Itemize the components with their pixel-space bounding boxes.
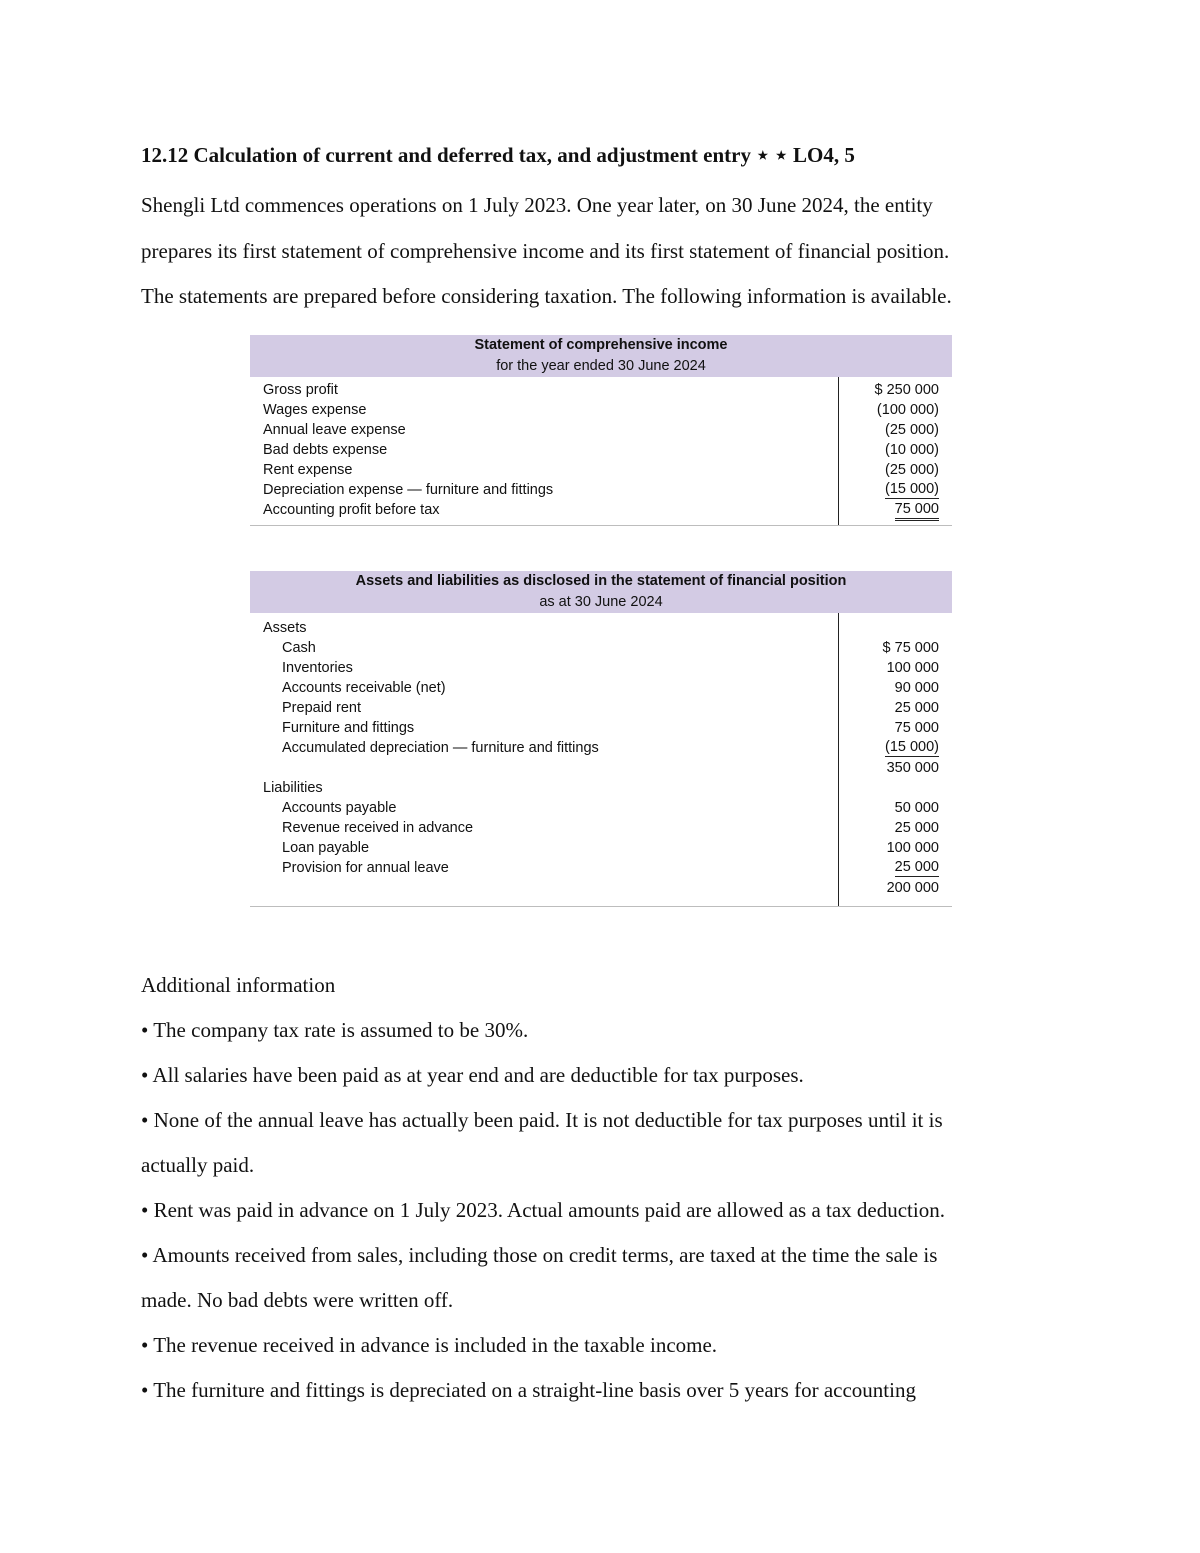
intro-line: prepares its first statement of comprehensive income and its first statement of financial position. <box>141 238 950 263</box>
income-statement-table <box>250 335 952 526</box>
income-statement-header <box>250 335 952 377</box>
intro-paragraph <box>141 183 1061 320</box>
additional-line: made. No bad debts were written off. <box>141 1288 454 1312</box>
table-row <box>250 838 952 858</box>
row-label: Accumulated depreciation — furniture and fittings <box>282 740 599 756</box>
table-row <box>250 858 952 878</box>
row-label: Wages expense <box>263 402 367 418</box>
row-label: Rent expense <box>263 462 353 478</box>
table-row <box>250 460 952 480</box>
table-row-total <box>250 758 952 778</box>
row-value: 50 000 <box>894 800 939 816</box>
table-row <box>250 818 952 838</box>
row-value: (25 000) <box>884 422 939 438</box>
additional-information <box>141 963 1081 1413</box>
financial-position-table <box>250 571 952 907</box>
financial-position-title: Assets and liabilities as disclosed in the statement of financial position <box>355 573 847 589</box>
table-row <box>250 400 952 420</box>
row-value: 25 000 <box>894 820 939 836</box>
intro-line: Shengli Ltd commences operations on 1 July 2023. One year later, on 30 June 2024, the entity <box>141 193 933 217</box>
row-value: (25 000) <box>884 462 939 478</box>
row-value: 25 000 <box>894 700 939 716</box>
financial-position-subtitle: as at 30 June 2024 <box>539 594 663 610</box>
table-row <box>250 380 952 400</box>
row-label: Cash <box>282 640 316 656</box>
table-row <box>250 698 952 718</box>
liabilities-total: 200 000 <box>886 880 939 896</box>
row-value: (15 000) <box>884 739 939 755</box>
row-label: Loan payable <box>282 840 370 856</box>
row-value: (100 000) <box>876 402 939 418</box>
row-label: Accounting profit before tax <box>263 502 440 518</box>
liabilities-heading: Liabilities <box>263 780 323 796</box>
row-label: Revenue received in advance <box>282 820 474 836</box>
financial-position-body <box>250 613 952 907</box>
additional-line: • Rent was paid in advance on 1 July 2023. Actual amounts paid are allowed as a tax deduction. <box>141 1198 945 1222</box>
section-heading <box>250 618 952 638</box>
table-row-total <box>250 500 952 520</box>
assets-heading: Assets <box>263 620 307 636</box>
row-value: 25 000 <box>894 859 939 875</box>
table-row <box>250 718 952 738</box>
question-heading: 12.12 Calculation of current and deferred tax, and adjustment entry ⋆ ⋆ LO4, 5 <box>141 143 855 167</box>
row-value: 100 000 <box>886 840 939 856</box>
row-label: Gross profit <box>263 382 338 398</box>
additional-line: • The furniture and fittings is depreciated on a straight-line basis over 5 years for accounting <box>141 1378 916 1402</box>
row-label: Provision for annual leave <box>282 860 449 876</box>
section-heading <box>250 778 952 798</box>
row-label: Furniture and fittings <box>282 720 415 736</box>
additional-line: • The company tax rate is assumed to be 30%. <box>141 1018 529 1042</box>
row-value: 75 000 <box>894 720 939 736</box>
table-row <box>250 678 952 698</box>
additional-line: • None of the annual leave has actually been paid. It is not deductible for tax purposes until it is <box>141 1108 943 1132</box>
row-value: 90 000 <box>894 680 939 696</box>
additional-line: • Amounts received from sales, including those on credit terms, are taxed at the time the sale is <box>141 1243 938 1267</box>
table-row <box>250 738 952 758</box>
row-label: Inventories <box>282 660 353 676</box>
row-label: Bad debts expense <box>263 442 388 458</box>
income-statement-subtitle: for the year ended 30 June 2024 <box>496 358 706 374</box>
table-row <box>250 480 952 500</box>
income-statement-body <box>250 377 952 526</box>
row-value: (10 000) <box>884 442 939 458</box>
table-row <box>250 420 952 440</box>
table-row <box>250 440 952 460</box>
row-label: Accounts receivable (net) <box>282 680 446 696</box>
additional-line: • All salaries have been paid as at year end and are deductible for tax purposes. <box>141 1063 804 1087</box>
table-row <box>250 638 952 658</box>
additional-line: • The revenue received in advance is included in the taxable income. <box>141 1333 718 1357</box>
row-label: Annual leave expense <box>263 422 406 438</box>
financial-position-header <box>250 571 952 613</box>
intro-line: The statements are prepared before considering taxation. The following information is available. <box>141 284 952 308</box>
row-value: 100 000 <box>886 660 939 676</box>
row-label: Depreciation expense — furniture and fittings <box>263 482 554 498</box>
assets-total: 350 000 <box>886 760 939 776</box>
row-value: 75 000 <box>895 500 939 521</box>
row-label: Prepaid rent <box>282 700 361 716</box>
additional-line: actually paid. <box>141 1153 255 1177</box>
table-row-total <box>250 878 952 898</box>
table-row <box>250 798 952 818</box>
row-value: $ 75 000 <box>882 640 939 656</box>
row-value: (15 000) <box>884 481 939 497</box>
income-statement-title: Statement of comprehensive income <box>474 337 728 353</box>
additional-heading: Additional information <box>141 973 336 997</box>
row-value: $ 250 000 <box>874 382 939 398</box>
row-label: Accounts payable <box>282 800 397 816</box>
table-row <box>250 658 952 678</box>
